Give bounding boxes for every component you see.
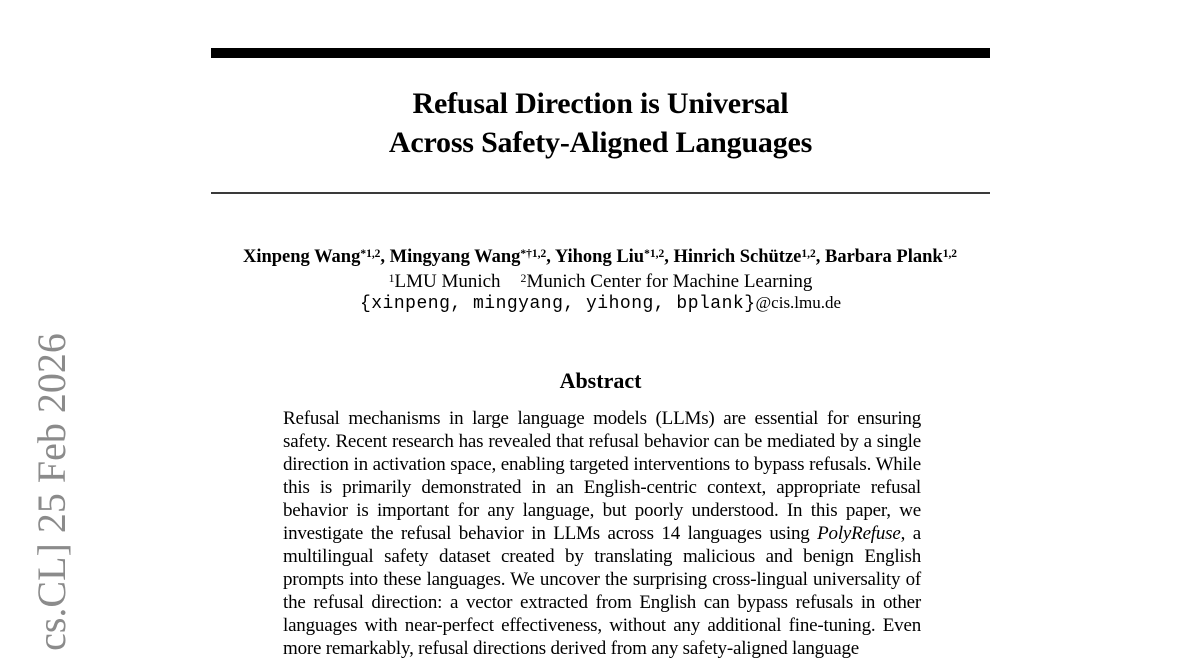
author (390, 247, 555, 267)
arxiv-watermark: cs.CL] 25 Feb 2026 (29, 333, 74, 651)
paper-title-line2: Across Safety-Aligned Languages (388, 126, 813, 159)
affiliation (389, 271, 501, 292)
dataset-name-italic: PolyRefuse (817, 523, 901, 544)
author-superscript: 1,2 (801, 247, 816, 260)
author-name: Yihong Liu (554, 247, 645, 267)
abstract-text-segment-after: , a multilingual safety dataset created by translating malicious and benign English prompts into these languages. We uncover the surprising cross-lingual universality of the refusal direction: a vector extracted from English can bypass refusals in other languages with near-perfect effectiveness, without any additional fine-tuning. Even more remarkably, refusal directions derived from any safety-aligned language (283, 523, 921, 659)
author-separator: , (380, 247, 390, 267)
paper-title (211, 84, 990, 162)
abstract-heading: Abstract (559, 368, 642, 393)
author-name: Mingyang Wang (389, 247, 521, 267)
title-bottom-rule (211, 192, 990, 194)
affiliation (521, 271, 813, 292)
abstract-text-segment-before: Refusal mechanisms in large language models (LLMs) are essential for ensuring safety. Recent research has revealed that refusal behavior can be mediated by a single direction in activation space, enabling targeted interventions to bypass refusals. While this is primarily demonstrated in an English-centric context, appropriate refusal behavior is important for any language, but poorly understood. In this paper, we investigate the refusal behavior in LLMs across 14 languages using (283, 408, 921, 544)
author-separator: , (664, 247, 674, 267)
affiliation-superscript: 1 (388, 271, 395, 285)
author-name: Hinrich Schütze (673, 247, 802, 267)
email-local-part: {xinpeng, mingyang, yihong, bplank} (359, 294, 756, 314)
author-name: Xinpeng Wang (242, 247, 361, 267)
affiliation-superscript: 2 (520, 271, 527, 285)
abstract-text (283, 407, 921, 660)
author-name: Barbara Plank (825, 247, 943, 267)
author-list (0, 245, 1200, 271)
affiliation-name: Munich Center for Machine Learning (526, 271, 813, 292)
affiliation-name: LMU Munich (394, 271, 501, 292)
author (825, 247, 957, 267)
author-superscript: 1,2 (942, 247, 958, 260)
author-superscript: *1,2 (644, 247, 665, 260)
paper-title-line1: Refusal Direction is Universal (412, 87, 789, 120)
author (555, 247, 674, 267)
top-thick-rule (211, 48, 990, 58)
contact-email (211, 292, 990, 315)
author-separator: , (815, 247, 825, 267)
email-domain: @cis.lmu.de (755, 293, 842, 312)
author (243, 247, 390, 267)
author-separator: , (546, 247, 555, 267)
author-superscript: *†1,2 (520, 247, 547, 260)
author (673, 247, 825, 267)
author-superscript: *1,2 (360, 247, 381, 260)
